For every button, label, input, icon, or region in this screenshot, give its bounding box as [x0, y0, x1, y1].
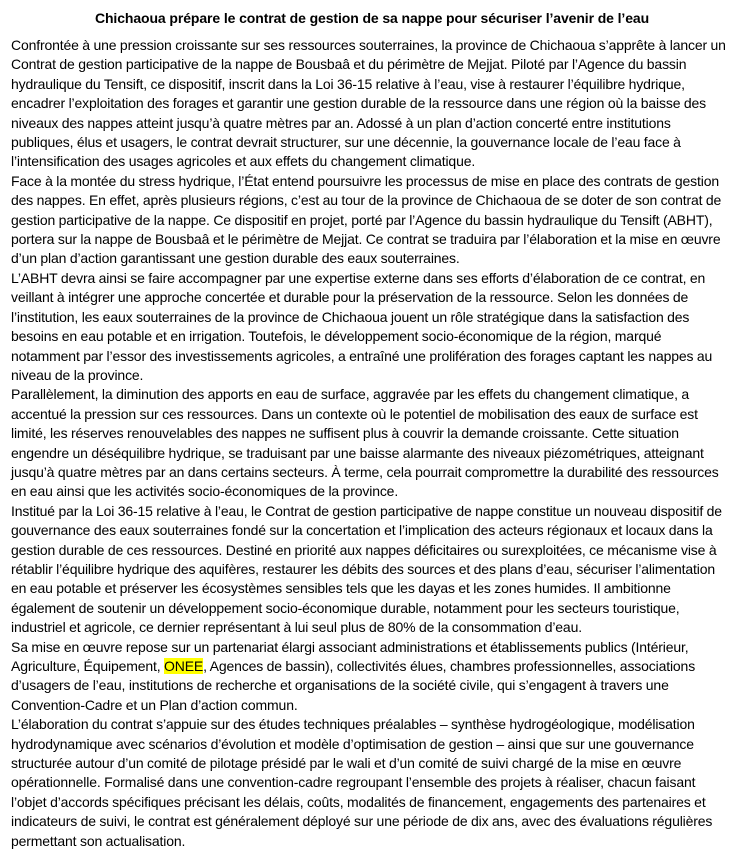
article-title: Chichaoua prépare le contrat de gestion de sa nappe pour sécuriser l’avenir de l’eau [94, 10, 650, 26]
highlighted-onee: ONEE [164, 658, 204, 674]
partners-text-before: Sa mise en œuvre repose sur un partenariat élargi associant administrations et établissements publics (Intérieur, Agriculture, Équipement, [11, 638, 689, 674]
paragraph-stress-hydrique: Face à la montée du stress hydrique, l’État entend poursuivre les processus de mise en place des contrats de gestion des nappes. En effet, après plusieurs régions, c’est au tour de la province de Chichaoua de se doter de son contrat de gestion participative de la nappe. Ce dispositif en projet, porté par l’Agence du bassin hydraulique du Tensift (ABHT), portera sur la nappe de Bousbaâ et le périmètre de Mejjat. Ce contrat se traduira par l’élaboration et la mise en œuvre d’un plan d’action garantissant une gestion durable des eaux souterraines. [11, 172, 722, 267]
paragraph-closing: L’élaboration du contrat s’appuie sur des études techniques préalables – synthèse hydrogéologique, modélisation hydrodynamique avec scénarios d’évolution et modèle d’optimisation de gestion – ainsi que sur une gouvernance structurée autour d’un comité de pilotage présidé par le wali et d’un comité de suivi chargé de la mise en œuvre opérationnelle. Formalisé dans une convention-cadre regroupant l’ensemble des projets à réaliser, chacun faisant l’objet d’accords spécifiques précisant les délais, coûts, modalités de financement, engagements des partenaires et indicateurs de suivi, le contrat est généralement déployé sur une période de dix ans, avec des évaluations régulières permettant son actualisation. [11, 716, 713, 849]
paragraph-loi-36-15: Institué par la Loi 36-15 relative à l’eau, le Contrat de gestion participative de nappe constitue un nouveau dispositif de gouvernance des eaux souterraines fondé sur la concertation et l’implication des acteurs régionaux et locaux dans la gestion durable de ces ressources. Destiné en priorité aux nappes déficitaires ou surexploitées, ce mécanisme vise à rétablir l’équilibre hydrique des aquifères, restaurer les débits des sources et des plans d’eau, sécuriser l’alimentation en eau potable et préserver les écosystèmes sensibles tels que les dayas et les zones humides. Il ambitionne également de soutenir un développement socio-économique durable, notamment pour les secteurs touristique, industriel et agricole, ce dernier représentant à lui seul plus de 80% de la consommation d’eau. [11, 502, 722, 636]
paragraph-surface-water: Parallèlement, la diminution des apports en eau de surface, aggravée par les effets du changement climatique, a accentué la pression sur ces ressources. Dans un contexte où le potentiel de mobilisation des eaux de surface est limité, les réserves renouvelables des nappes ne suffisent plus à couvrir la demande croissante. Cette situation engendre un déséquilibre hydrique, se traduisant par une baisse alarmante des niveaux piézométriques, atteignant jusqu’à quatre mètres par an dans certains secteurs. À terme, cela pourrait compromettre la durabilité des ressources en eau ainsi que les activités socio-économiques de la province. [11, 386, 719, 500]
paragraph-intro: Confrontée à une pression croissante sur ses ressources souterraines, la province de Chichaoua s’apprête à lancer un Contrat de gestion participative de la nappe de Bousbaâ et du périmètre de Mejjat. Piloté par l’Agence du bassin hydraulique du Tensift, ce dispositif, inscrit dans la Loi 36-15 relative à l’eau, vise à restaurer l’équilibre hydrique, encadrer l’exploitation des forages et garantir une gestion durable de la ressource dans une région où la baisse des niveaux des nappes atteint jusqu’à quatre mètres par an. Adossé à un plan d’action concerté entre institutions publiques, élus et usagers, le contrat devrait structurer, sur une décennie, la gouvernance locale de l’eau face à l’intensification des usages agricoles et aux effets du changement climatique. [11, 37, 726, 170]
paragraph-partners [11, 638, 733, 716]
paragraph-abht-expertise: L’ABHT devra ainsi se faire accompagner par une expertise externe dans ses efforts d’élaboration de ce contrat, en veillant à intégrer une approche concertée et durable pour la préservation de la ressource. Selon les données de l’institution, les eaux souterraines de la province de Chichaoua jouent un rôle stratégique dans la satisfaction des besoins en eau potable et en irrigation. Toutefois, le développement socio-économique de la région, marqué notamment par l’essor des investissements agricoles, a entraîné une prolifération des forages captant les nappes au niveau de la province. [11, 269, 713, 383]
partners-text-after: , Agences de bassin), collectivités élues, chambres professionnelles, associations d’usagers de l’eau, institutions de recherche et organisations de la société civile, qui s’engagent à travers une Convention-Cadre et un Plan d’action commun. [11, 658, 696, 713]
